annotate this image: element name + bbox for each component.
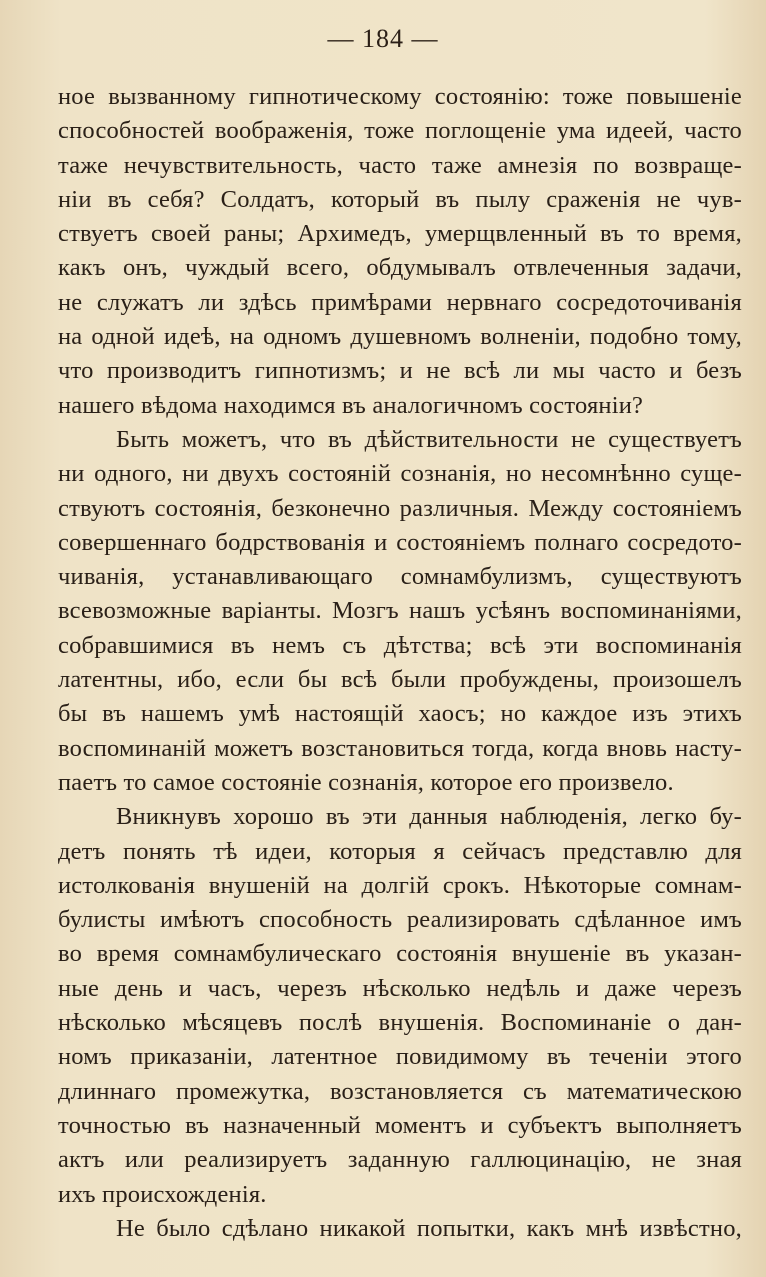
text-line: бы въ нашемъ умѣ настоящій хаосъ; но каждое изъ этихъ [58,700,742,728]
text-line: точностью въ назначенный моментъ и субъектъ выполняетъ [58,1111,742,1139]
text-line: детъ понять тѣ идеи, которыя я сейчасъ представлю для [58,837,742,865]
text-line: таже нечувствительность, часто таже амнезія по возвраще- [58,151,742,179]
text-line: какъ онъ, чуждый всего, обдумывалъ отвлеченныя задачи, [58,254,742,282]
text-line: на одной идеѣ, на одномъ душевномъ волненіи, подобно тому, [58,323,742,351]
text-line: актъ или реализируетъ заданную галлюцинацію, не зная [58,1146,742,1174]
text-line: нашего вѣдома находимся въ аналогичномъ состояніи? [58,391,644,419]
text-line: всевозможные варіанты. Мозгъ нашъ усѣянъ воспоминаніями, [58,597,742,625]
text-line: собравшимися въ немъ съ дѣтства; всѣ эти воспоминанія [58,631,742,659]
page-number: — 184 — [327,24,439,53]
page-body-text [58,80,742,1246]
text-line: ніи въ себя? Солдатъ, который въ пылу сраженія не чув- [58,185,742,213]
text-line: латентны, ибо, если бы всѣ были пробуждены, произошелъ [58,666,742,694]
text-line: ствуютъ состоянія, безконечно различныя. Между состояніемъ [58,494,742,522]
text-line: не служатъ ли здѣсь примѣрами нервнаго сосредоточиванія [58,288,742,316]
text-line: ни одного, ни двухъ состояній сознанія, но несомнѣнно суще- [58,460,742,488]
text-line: ное вызванному гипнотическому состоянію: тоже повышеніе [58,83,742,110]
text-line: булисты имѣютъ способность реализировать сдѣланное имъ [58,906,742,934]
text-line: ные день и часъ, черезъ нѣсколько недѣль и даже черезъ [58,974,742,1002]
text-line: Вникнувъ хорошо въ эти данныя наблюденія, легко бу- [116,803,742,831]
text-line: ихъ происхожденія. [58,1180,267,1208]
text-line: паетъ то самое состояніе сознанія, которое его произвело. [58,768,674,796]
text-line: способностей воображенія, тоже поглощеніе ума идеей, часто [58,117,742,145]
text-line: совершеннаго бодрствованія и состояніемъ полнаго сосредото- [58,528,742,556]
text-line: ствуетъ своей раны; Архимедъ, умерщвленный въ то время, [58,220,742,248]
text-line: Не было сдѣлано никакой попытки, какъ мнѣ извѣстно, [116,1214,742,1242]
text-line: чиванія, устанавливающаго сомнамбулизмъ, существуютъ [58,563,742,591]
text-line: истолкованія внушеній на долгій срокъ. Нѣкоторые сомнам- [58,871,742,899]
text-line: воспоминаній можетъ возстановиться тогда, когда вновь насту- [58,734,742,762]
text-line: длиннаго промежутка, возстановляется съ математическою [58,1077,742,1105]
text-line: во время сомнамбулическаго состоянія внушеніе въ указан- [58,940,742,968]
text-line: нѣсколько мѣсяцевъ послѣ внушенія. Воспоминаніе о дан- [58,1009,742,1037]
text-line: Быть можетъ, что въ дѣйствительности не существуетъ [116,425,742,453]
text-line: номъ приказаніи, латентное повидимому въ теченіи этого [58,1043,742,1071]
text-line: что производитъ гипнотизмъ; и не всѣ ли мы часто и безъ [58,357,742,385]
